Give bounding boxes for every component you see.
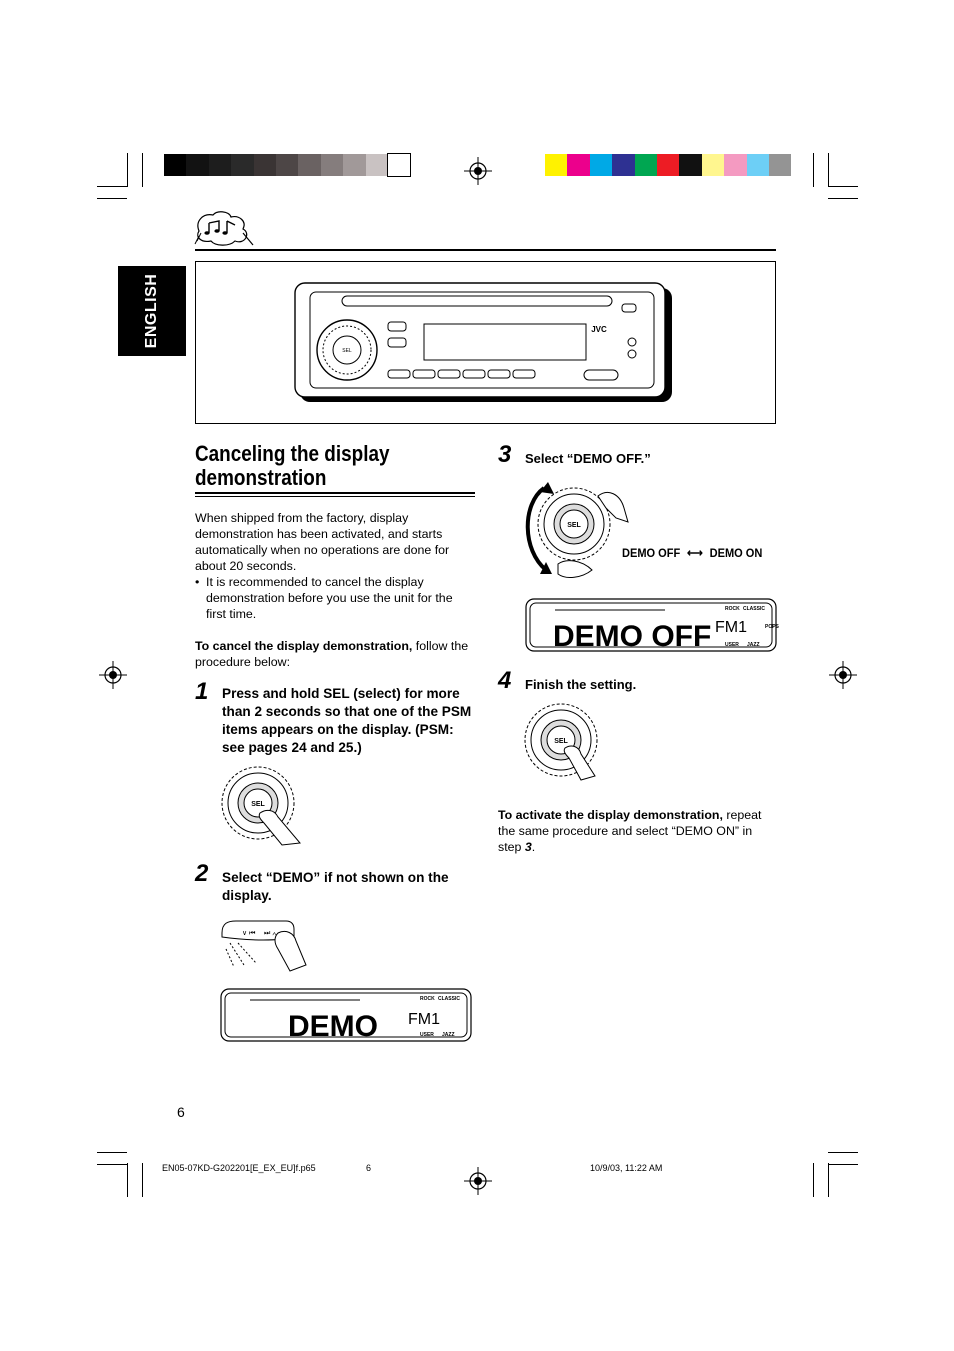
lcd2-tag-rock: ROCK [725,606,740,612]
color-swatch [209,154,231,176]
step-3-number: 3 [498,441,512,468]
language-label: ENGLISH [143,273,160,349]
footer-timestamp: 10/9/03, 11:22 AM [590,1163,663,1173]
step-2-text: Select “DEMO” if not shown on the display. [222,870,449,903]
color-swatch [366,154,388,176]
step-3-sel-label: SEL [567,522,581,529]
footer-file-page: 6 [366,1163,372,1173]
lcd2-tag-user: USER [725,642,739,648]
color-swatch [657,154,679,176]
color-swatch [276,154,298,176]
color-swatch [612,154,634,176]
activate-instruction: To activate the display demonstration, repeat the same procedure and select “DEMO ON” in step 3. [498,808,762,854]
lcd2-tag-jazz: JAZZ [747,642,760,648]
car-stereo-unit [294,282,674,404]
color-swatch [321,154,343,176]
step-1-sel-label: SEL [251,801,265,808]
lcd-tag-jazz: JAZZ [442,1032,455,1038]
toggle-demo-on: DEMO ON [709,546,763,560]
demo-toggle-indicator [622,546,762,560]
bullet-item: • It is recommended to cancel the display demonstration before you use the unit for the first time. [195,575,453,621]
header-rule [195,249,776,251]
color-swatch [635,154,657,176]
page-number: 6 [177,1104,185,1120]
step-4-text: Finish the setting. [525,677,637,692]
sel-knob-press-icon [220,765,300,845]
color-swatch [679,154,701,176]
color-swatch [702,154,724,176]
cancel-instruction: To cancel the display demonstration, follow the procedure below: [195,639,469,669]
color-swatch [298,154,320,176]
sel-knob-release-icon [525,702,605,782]
unit-brand: JVC [591,325,607,334]
sel-knob-rotate-icon [522,478,632,582]
color-swatch [231,154,253,176]
color-swatch [747,154,769,176]
registration-target-top [463,156,493,186]
step-1-number: 1 [195,678,209,705]
lcd-band-text: FM1 [408,1011,440,1028]
lcd2-tag-classic: CLASSIC [743,606,765,612]
unit-sel-label: SEL [342,348,352,354]
color-swatch [545,154,567,176]
lcd-band-text-2: FM1 [715,619,747,636]
toggle-demo-off: DEMO OFF [622,546,681,560]
music-notes-icon [195,211,255,247]
svg-text:∨ ⏮: ∨ ⏮ [242,930,256,937]
registration-target-left [98,660,128,690]
step-3-text: Select “DEMO OFF.” [525,451,651,466]
color-swatch [388,154,410,176]
registration-target-right [828,660,858,690]
color-swatch [769,154,791,176]
lcd-tag-classic: CLASSIC [438,996,460,1002]
step-4-number: 4 [498,667,512,694]
color-swatch [164,154,186,176]
color-swatch [724,154,746,176]
lcd-demo-text: DEMO [288,1010,378,1043]
color-swatch [590,154,612,176]
lcd-display-demo-off [525,598,777,652]
section-title [195,442,436,490]
lcd-tag-rock: ROCK [420,996,435,1002]
title-rule-thick [195,492,475,494]
step-1-text: Press and hold SEL (select) for more than 2 seconds so that one of the PSM items appears on the display. (PSM: see pages 24 and 25.) [222,686,472,755]
color-swatch [567,154,589,176]
lcd2-tag-pops: POPS [765,624,779,630]
registration-target-bottom [463,1166,493,1196]
step-4-sel-label: SEL [554,738,568,745]
double-arrow-icon: ⟷ [687,546,703,560]
lcd-tag-user: USER [420,1032,434,1038]
title-line-2: demonstration [195,465,327,490]
footer-filename: EN05-07KD-G202201[E_EX_EU]f.p65 [162,1163,316,1173]
lcd-demo-off-text: DEMO OFF [553,620,712,653]
color-swatch [343,154,365,176]
svg-text:⏭ ∧: ⏭ ∧ [264,930,277,937]
lcd-display-demo [220,988,472,1042]
title-rule-thin [195,496,475,497]
title-line-1: Canceling the display [195,441,390,466]
language-tab [118,266,186,356]
step-2-number: 2 [195,860,209,887]
color-swatch [186,154,208,176]
intro-paragraph: When shipped from the factory, display demonstration has been activated, and starts automatically when no operations are done for about 20 seconds. [195,511,450,573]
prev-next-button-press-icon [220,915,306,971]
color-swatch [254,154,276,176]
